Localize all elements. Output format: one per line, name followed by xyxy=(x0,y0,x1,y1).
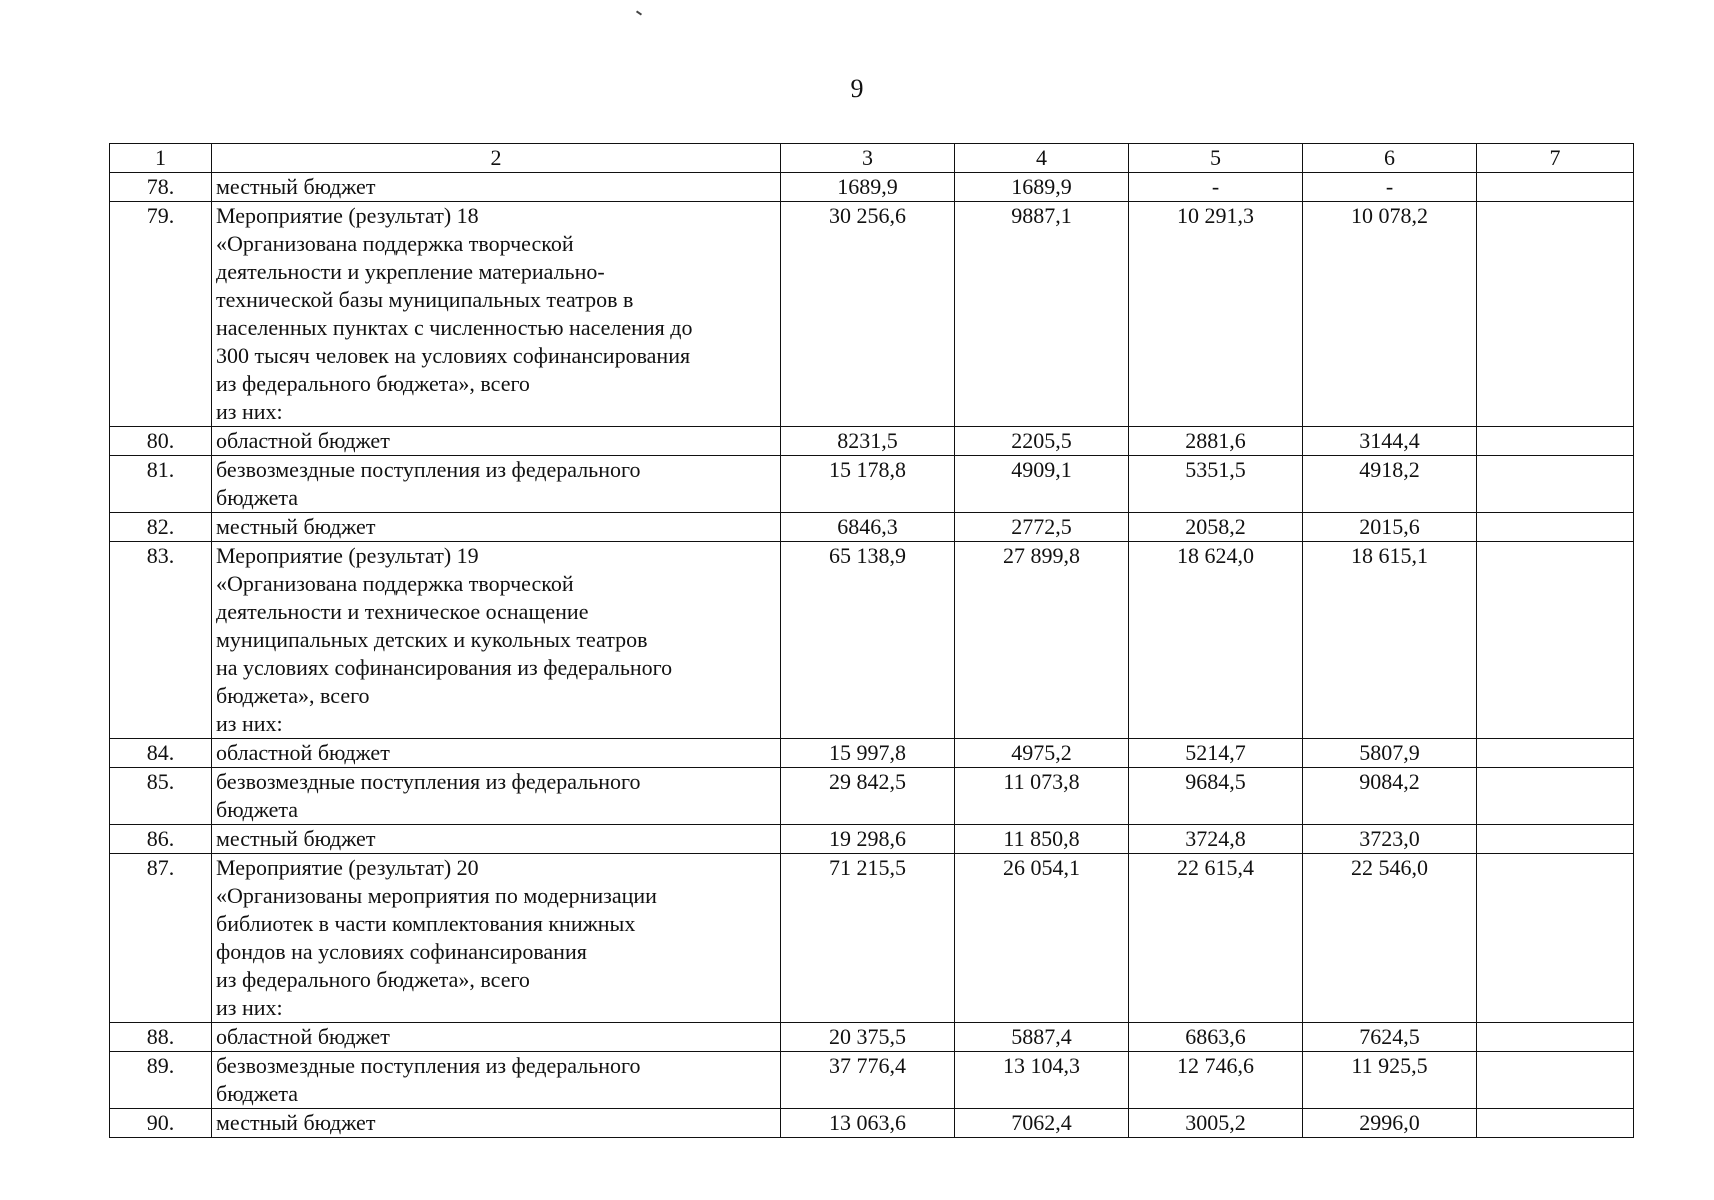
description-line: бюджета», всего xyxy=(216,683,370,708)
value-cell-5: 3724,8 xyxy=(1129,825,1303,854)
value-cell-4: 27 899,8 xyxy=(955,542,1129,739)
value-cell-5: 2881,6 xyxy=(1129,427,1303,456)
description-line: местный бюджет xyxy=(216,826,376,851)
description-cell xyxy=(212,1109,781,1138)
description-line: деятельности и укрепление материально- xyxy=(216,259,605,284)
value-cell-7 xyxy=(1477,456,1634,513)
value-cell-4: 11 073,8 xyxy=(955,768,1129,825)
value-cell-5: 5214,7 xyxy=(1129,739,1303,768)
description-line: безвозмездные поступления из федерального xyxy=(216,457,641,482)
value-cell-7 xyxy=(1477,1023,1634,1052)
description-cell xyxy=(212,854,781,1023)
scan-mark xyxy=(636,10,642,15)
value-cell-6: 9084,2 xyxy=(1303,768,1477,825)
value-cell-6: 2996,0 xyxy=(1303,1109,1477,1138)
description-cell xyxy=(212,202,781,427)
value-cell-4: 4975,2 xyxy=(955,739,1129,768)
value-cell-7 xyxy=(1477,542,1634,739)
column-header: 6 xyxy=(1303,144,1477,173)
value-cell-7 xyxy=(1477,768,1634,825)
description-line: Мероприятие (результат) 18 xyxy=(216,203,479,228)
table-row xyxy=(110,739,1634,768)
description-line: «Организована поддержка творческой xyxy=(216,571,574,596)
row-number-cell: 83. xyxy=(110,542,212,739)
value-cell-7 xyxy=(1477,173,1634,202)
table-row xyxy=(110,456,1634,513)
description-line: безвозмездные поступления из федерального xyxy=(216,769,641,794)
value-cell-7 xyxy=(1477,854,1634,1023)
description-line: «Организованы мероприятия по модернизации xyxy=(216,883,657,908)
description-line: безвозмездные поступления из федерального xyxy=(216,1053,641,1078)
description-cell xyxy=(212,1023,781,1052)
value-cell-3: 30 256,6 xyxy=(781,202,955,427)
value-cell-6: - xyxy=(1303,173,1477,202)
description-line: на условиях софинансирования из федерального xyxy=(216,655,673,680)
description-line: бюджета xyxy=(216,485,299,510)
value-cell-6: 2015,6 xyxy=(1303,513,1477,542)
value-cell-4: 13 104,3 xyxy=(955,1052,1129,1109)
description-line: бюджета xyxy=(216,1081,299,1106)
value-cell-6: 10 078,2 xyxy=(1303,202,1477,427)
description-cell xyxy=(212,513,781,542)
value-cell-3: 15 997,8 xyxy=(781,739,955,768)
value-cell-5: 6863,6 xyxy=(1129,1023,1303,1052)
value-cell-3: 71 215,5 xyxy=(781,854,955,1023)
value-cell-6: 3144,4 xyxy=(1303,427,1477,456)
row-number-cell: 82. xyxy=(110,513,212,542)
row-number-cell: 87. xyxy=(110,854,212,1023)
value-cell-3: 15 178,8 xyxy=(781,456,955,513)
row-number-cell: 90. xyxy=(110,1109,212,1138)
table-row xyxy=(110,825,1634,854)
header-row xyxy=(110,144,1634,173)
description-line: «Организована поддержка творческой xyxy=(216,231,574,256)
value-cell-6: 11 925,5 xyxy=(1303,1052,1477,1109)
description-line: муниципальных детских и кукольных театров xyxy=(216,627,648,652)
value-cell-7 xyxy=(1477,825,1634,854)
row-number-cell: 88. xyxy=(110,1023,212,1052)
value-cell-6: 18 615,1 xyxy=(1303,542,1477,739)
value-cell-6: 7624,5 xyxy=(1303,1023,1477,1052)
description-line: из них: xyxy=(216,995,283,1020)
value-cell-5: 10 291,3 xyxy=(1129,202,1303,427)
description-line: бюджета xyxy=(216,797,299,822)
table-row xyxy=(110,173,1634,202)
row-number-cell: 80. xyxy=(110,427,212,456)
value-cell-4: 9887,1 xyxy=(955,202,1129,427)
description-line: Мероприятие (результат) 20 xyxy=(216,855,479,880)
value-cell-7 xyxy=(1477,202,1634,427)
value-cell-4: 1689,9 xyxy=(955,173,1129,202)
description-line: из федерального бюджета», всего xyxy=(216,371,530,396)
value-cell-5: 22 615,4 xyxy=(1129,854,1303,1023)
value-cell-5: 18 624,0 xyxy=(1129,542,1303,739)
description-cell xyxy=(212,173,781,202)
value-cell-5: 9684,5 xyxy=(1129,768,1303,825)
value-cell-5: 12 746,6 xyxy=(1129,1052,1303,1109)
value-cell-4: 26 054,1 xyxy=(955,854,1129,1023)
value-cell-5: - xyxy=(1129,173,1303,202)
table-row xyxy=(110,542,1634,739)
value-cell-3: 13 063,6 xyxy=(781,1109,955,1138)
value-cell-4: 5887,4 xyxy=(955,1023,1129,1052)
table-row xyxy=(110,854,1634,1023)
table-row xyxy=(110,768,1634,825)
value-cell-3: 19 298,6 xyxy=(781,825,955,854)
column-header: 3 xyxy=(781,144,955,173)
row-number-cell: 89. xyxy=(110,1052,212,1109)
description-cell xyxy=(212,456,781,513)
row-number-cell: 79. xyxy=(110,202,212,427)
row-number-cell: 81. xyxy=(110,456,212,513)
description-line: областной бюджет xyxy=(216,740,390,765)
description-cell xyxy=(212,825,781,854)
value-cell-7 xyxy=(1477,427,1634,456)
value-cell-3: 6846,3 xyxy=(781,513,955,542)
value-cell-7 xyxy=(1477,739,1634,768)
description-line: Мероприятие (результат) 19 xyxy=(216,543,479,568)
description-cell xyxy=(212,768,781,825)
value-cell-3: 37 776,4 xyxy=(781,1052,955,1109)
description-line: из федерального бюджета», всего xyxy=(216,967,530,992)
value-cell-6: 22 546,0 xyxy=(1303,854,1477,1023)
table-row xyxy=(110,1052,1634,1109)
description-line: из них: xyxy=(216,399,283,424)
description-line: технической базы муниципальных театров в xyxy=(216,287,634,312)
description-cell xyxy=(212,427,781,456)
column-header: 5 xyxy=(1129,144,1303,173)
column-header: 4 xyxy=(955,144,1129,173)
budget-table xyxy=(109,143,1634,1138)
description-line: деятельности и техническое оснащение xyxy=(216,599,589,624)
value-cell-7 xyxy=(1477,1052,1634,1109)
value-cell-5: 5351,5 xyxy=(1129,456,1303,513)
table-row xyxy=(110,513,1634,542)
value-cell-4: 7062,4 xyxy=(955,1109,1129,1138)
value-cell-6: 5807,9 xyxy=(1303,739,1477,768)
column-header: 2 xyxy=(212,144,781,173)
table-row xyxy=(110,1109,1634,1138)
description-cell xyxy=(212,739,781,768)
description-cell xyxy=(212,542,781,739)
column-header: 1 xyxy=(110,144,212,173)
value-cell-3: 29 842,5 xyxy=(781,768,955,825)
column-header: 7 xyxy=(1477,144,1634,173)
value-cell-4: 4909,1 xyxy=(955,456,1129,513)
description-line: из них: xyxy=(216,711,283,736)
table-row xyxy=(110,1023,1634,1052)
description-line: библиотек в части комплектования книжных xyxy=(216,911,636,936)
value-cell-3: 8231,5 xyxy=(781,427,955,456)
value-cell-5: 2058,2 xyxy=(1129,513,1303,542)
description-line: местный бюджет xyxy=(216,514,376,539)
value-cell-4: 2772,5 xyxy=(955,513,1129,542)
description-cell xyxy=(212,1052,781,1109)
value-cell-4: 11 850,8 xyxy=(955,825,1129,854)
description-line: 300 тысяч человек на условиях софинансирования xyxy=(216,343,691,368)
table-body xyxy=(110,173,1634,1138)
description-line: фондов на условиях софинансирования xyxy=(216,939,587,964)
value-cell-4: 2205,5 xyxy=(955,427,1129,456)
value-cell-6: 3723,0 xyxy=(1303,825,1477,854)
description-line: местный бюджет xyxy=(216,1110,376,1135)
page-number: 9 xyxy=(850,74,864,103)
description-line: областной бюджет xyxy=(216,1024,390,1049)
table-row xyxy=(110,202,1634,427)
value-cell-3: 20 375,5 xyxy=(781,1023,955,1052)
row-number-cell: 84. xyxy=(110,739,212,768)
value-cell-3: 1689,9 xyxy=(781,173,955,202)
description-line: областной бюджет xyxy=(216,428,390,453)
description-line: населенных пунктах с численностью населения до xyxy=(216,315,693,340)
table-row xyxy=(110,427,1634,456)
description-line: местный бюджет xyxy=(216,174,376,199)
row-number-cell: 78. xyxy=(110,173,212,202)
value-cell-7 xyxy=(1477,1109,1634,1138)
row-number-cell: 85. xyxy=(110,768,212,825)
value-cell-7 xyxy=(1477,513,1634,542)
row-number-cell: 86. xyxy=(110,825,212,854)
value-cell-6: 4918,2 xyxy=(1303,456,1477,513)
value-cell-5: 3005,2 xyxy=(1129,1109,1303,1138)
value-cell-3: 65 138,9 xyxy=(781,542,955,739)
